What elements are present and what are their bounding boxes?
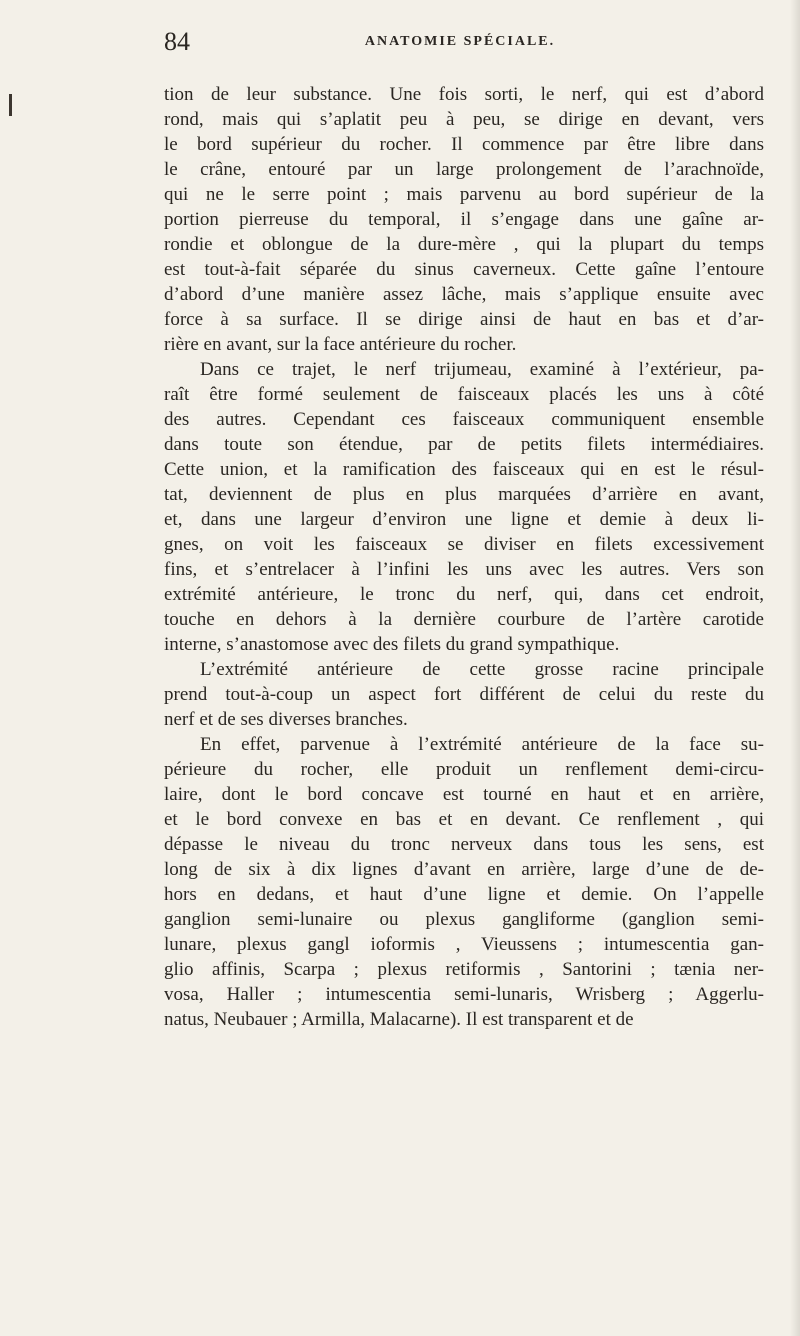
text-line: hors en dedans, et haut d’une ligne et demie. On l’appelle [164,884,764,905]
text-line: qui ne le serre point ; mais parvenu au bord supérieur de la [164,184,764,205]
text-line: est tout-à-fait séparée du sinus caverneux. Cette gaîne l’entoure [164,259,764,280]
text-line: portion pierreuse du temporal, il s’engage dans une gaîne ar- [164,209,764,230]
text-line: des autres. Cependant ces faisceaux communiquent ensemble [164,409,764,430]
text-line: touche en dehors à la dernière courbure de l’artère carotide [164,609,764,630]
text-line: tion de leur substance. Une fois sorti, le nerf, qui est d’abord [164,84,764,105]
page-edge-shadow [790,0,800,1336]
margin-mark [9,94,12,116]
text-line: vosa, Haller ; intumescentia semi-lunaris, Wrisberg ; Aggerlu- [164,984,764,1005]
text-line: gnes, on voit les faisceaux se diviser en filets excessivement [164,534,764,555]
text-line: raît être formé seulement de faisceaux placés les uns à côté [164,384,764,405]
text-line: laire, dont le bord concave est tourné en haut et en arrière, [164,784,764,805]
text-line: rondie et oblongue de la dure-mère , qui la plupart du temps [164,234,764,255]
page-header [160,24,760,60]
body-text [164,82,764,1032]
text-line: L’extrémité antérieure de cette grosse racine principale [200,659,764,680]
text-line: le crâne, entouré par un large prolongement de l’arachnoïde, [164,159,764,180]
text-line: et le bord convexe en bas et en devant. Ce renflement , qui [164,809,764,830]
text-line: nerf et de ses diverses branches. [164,709,408,730]
text-line: fins, et s’entrelacer à l’infini les uns avec les autres. Vers son [164,559,764,580]
text-line: dans toute son étendue, par de petits filets intermédiaires. [164,434,764,455]
text-line: long de six à dix lignes d’avant en arrière, large d’une de de- [164,859,764,880]
text-line: glio affinis, Scarpa ; plexus retiformis , Santorini ; tænia ner- [164,959,764,980]
text-line: ganglion semi-lunaire ou plexus gangliforme (ganglion semi- [164,909,764,930]
text-line: extrémité antérieure, le tronc du nerf, qui, dans cet endroit, [164,584,764,605]
page-number: 84 [164,27,190,56]
text-line: En effet, parvenue à l’extrémité antérieure de la face su- [200,734,764,755]
text-line: lunare, plexus gangl ioformis , Vieussens ; intumescentia gan- [164,934,764,955]
text-line: natus, Neubauer ; Armilla, Malacarne). Il est transparent et de [164,1009,634,1030]
text-line: d’abord d’une manière assez lâche, mais s’applique ensuite avec [164,284,764,305]
text-line: interne, s’anastomose avec des filets du grand sympathique. [164,634,620,655]
text-line: le bord supérieur du rocher. Il commence par être libre dans [164,134,764,155]
text-line: rond, mais qui s’aplatit peu à peu, se dirige en devant, vers [164,109,764,130]
text-line: prend tout-à-coup un aspect fort différent de celui du reste du [164,684,764,705]
text-line: périeure du rocher, elle produit un renflement demi-circu- [164,759,764,780]
text-line: et, dans une largeur d’environ une ligne et demie à deux li- [164,509,764,530]
text-line: rière en avant, sur la face antérieure du rocher. [164,334,517,355]
text-line: force à sa surface. Il se dirige ainsi de haut en bas et d’ar- [164,309,764,330]
running-title: ANATOMIE SPÉCIALE. [364,34,556,49]
text-line: Cette union, et la ramification des faisceaux qui en est le résul- [164,459,764,480]
text-line: Dans ce trajet, le nerf trijumeau, examiné à l’extérieur, pa- [200,359,764,380]
text-line: tat, deviennent de plus en plus marquées d’arrière en avant, [164,484,764,505]
text-line: dépasse le niveau du tronc nerveux dans tous les sens, est [164,834,764,855]
